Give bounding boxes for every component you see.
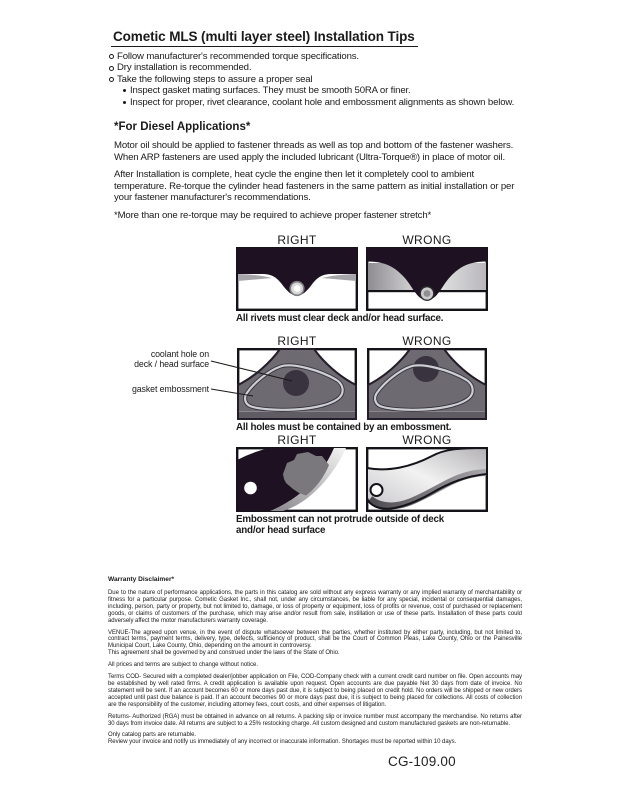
wrong-header: WRONG <box>402 433 452 447</box>
figures-section <box>131 233 488 536</box>
figure-group-protrusion <box>236 434 488 536</box>
warranty-paragraph-venue: VENUE-The agreed upon venue, in the event of dispute whatsoever between the parties, whether instituted by either party, including, but not limited to, contract terms, payment terms, delivery, type, defects, sufficiency of product, shall be the Court of Common Pleas, Lake County, Ohio or the Painesville Municipal Court, Lake County, Ohio, depending on the amount in controversy. <box>108 629 522 650</box>
bullet-item: Take the following steps to assure a proper seal <box>108 74 525 86</box>
figure-caption-embossment: All holes must be contained by an embossment. <box>236 421 452 433</box>
diesel-paragraph-retorque: After Installation is complete, heat cycle the engine then let it completely cool to ambient temperature. Re-torque the cylinder head fasteners in the same pattern as initial installation or per your fastener manufacturer's recommendations. <box>114 169 515 203</box>
warranty-heading: Warranty Disclaimer* <box>108 576 175 583</box>
protrusion-right-illustration <box>236 447 358 512</box>
sub-bullet-item: Inspect for proper, rivet clearance, coolant hole and embossment alignments as shown below. <box>122 97 525 109</box>
wrong-header: WRONG <box>402 233 452 247</box>
right-header: RIGHT <box>277 333 317 348</box>
figure-headers <box>236 234 488 247</box>
gasket-embossment-label: gasket embossment <box>131 383 209 394</box>
coolant-hole-label <box>99 349 209 369</box>
warranty-paragraph-catalog: Only catalog parts are returnable. <box>108 732 197 739</box>
warranty-paragraph-terms: Terms COD- Secured with a completed dealer/jobber application on File, COD-Company check with a current credit card number on file. Open accounts may be established by well rated firms. A credit application is available upon request. Open accounts are due payable Net 30 days from date of invoice. No statement will be sent. If an account becomes 60 or more days past due, it is subject to being placed on credit hold. No orders will be shipped or new orders accepted until past due balance is paid. If an account becomes 90 or more days past due, it is subject to being placed for collections. All costs of collection are the responsibility of the customer, including attorney fees, court costs, and other expenses of litigation. <box>108 674 522 708</box>
figure-caption-protrusion-line: and/or head surface <box>236 524 326 536</box>
rivet-wrong-illustration <box>366 247 488 311</box>
diesel-applications-heading: *For Diesel Applications* <box>114 121 251 133</box>
right-header: RIGHT <box>277 433 317 447</box>
tips-list <box>113 51 525 109</box>
page-content <box>108 28 525 751</box>
coolant-hole-label-line: coolant hole on <box>150 348 209 359</box>
figure-row <box>236 247 488 311</box>
protrusion-wrong-illustration <box>366 447 488 512</box>
doc-code: CG-109.00 <box>388 754 456 769</box>
figure-caption-rivets: All rivets must clear deck and/or head surface. <box>236 313 444 324</box>
right-header: RIGHT <box>277 233 317 247</box>
figure-caption-protrusion-line: Embossment can not protrude outside of deck <box>236 514 445 525</box>
warranty-paragraph-returns: Returns- Authorized (RGA) must be obtained in advance on all returns. A packing slip or invoice number must accompany the merchandise. No returns after 30 days from invoice date. All returns are subject to a 25% restocking charge. All custom designed and custom manufactured gaskets are non-returnable. <box>108 713 522 727</box>
diesel-paragraph-oil: Motor oil should be applied to fastener threads as well as top and bottom of the fastener washers. When ARP fasteners are used apply the included lubricant (Ultra-Torque®) in place of motor oil. <box>114 140 514 163</box>
embossment-wrong-illustration <box>366 348 488 420</box>
warranty-paragraph-liability: Due to the nature of performance applications, the parts in this catalog are sold without any express warranty or any implied warranty of merchantability or fitness for a particular purpose. Cometic Gasket Inc., shall not, under any circumstances, be liable for any special, incidental or consequential damages, including, person, party or property, but not limited to, damage, or loss of property or equipment, loss of profits or revenue, cost of purchased or replacement goods, or claims of customers of the purchase, which may arise and/or result from sale, instillation or use of these parts. Installation of these parts could adversely affect the motor manufacturers warranty coverage. <box>108 590 522 624</box>
warranty-paragraph-review: Review your invoice and notify us immediately of any incorrect or inaccurate information. Shortages must be reported within 10 days. <box>108 739 457 746</box>
figure-group-rivets <box>236 234 488 325</box>
leader-lines <box>205 348 297 404</box>
warranty-paragraph-prices: All prices and terms are subject to change without notice. <box>108 662 259 669</box>
rivet-right-illustration <box>236 247 358 311</box>
bullet-item: Follow manufacturer's recommended torque specifications. <box>108 51 525 63</box>
figure-headers <box>236 434 488 447</box>
warranty-paragraph-law: This agreement shall be governed by and construed under the laws of the State of Ohio. <box>108 650 340 657</box>
figure-headers <box>236 335 488 348</box>
page-title: Cometic MLS (multi layer steel) Installation Tips <box>111 29 418 47</box>
coolant-hole-label-line: deck / head surface <box>134 358 209 369</box>
wrong-header: WRONG <box>402 333 452 348</box>
figure-row <box>236 447 488 512</box>
warranty-section <box>108 576 522 746</box>
sub-bullet-item: Inspect gasket mating surfaces. They must be smooth 50RA or finer. <box>122 85 525 97</box>
retorque-note: *More than one re-torque may be required to achieve proper fastener stretch* <box>114 209 432 221</box>
figure-row <box>131 348 488 420</box>
figure-group-embossment-holes <box>131 333 488 434</box>
bullet-item: Dry installation is recommended. <box>108 62 525 74</box>
figure-caption-protrusion <box>236 515 488 536</box>
